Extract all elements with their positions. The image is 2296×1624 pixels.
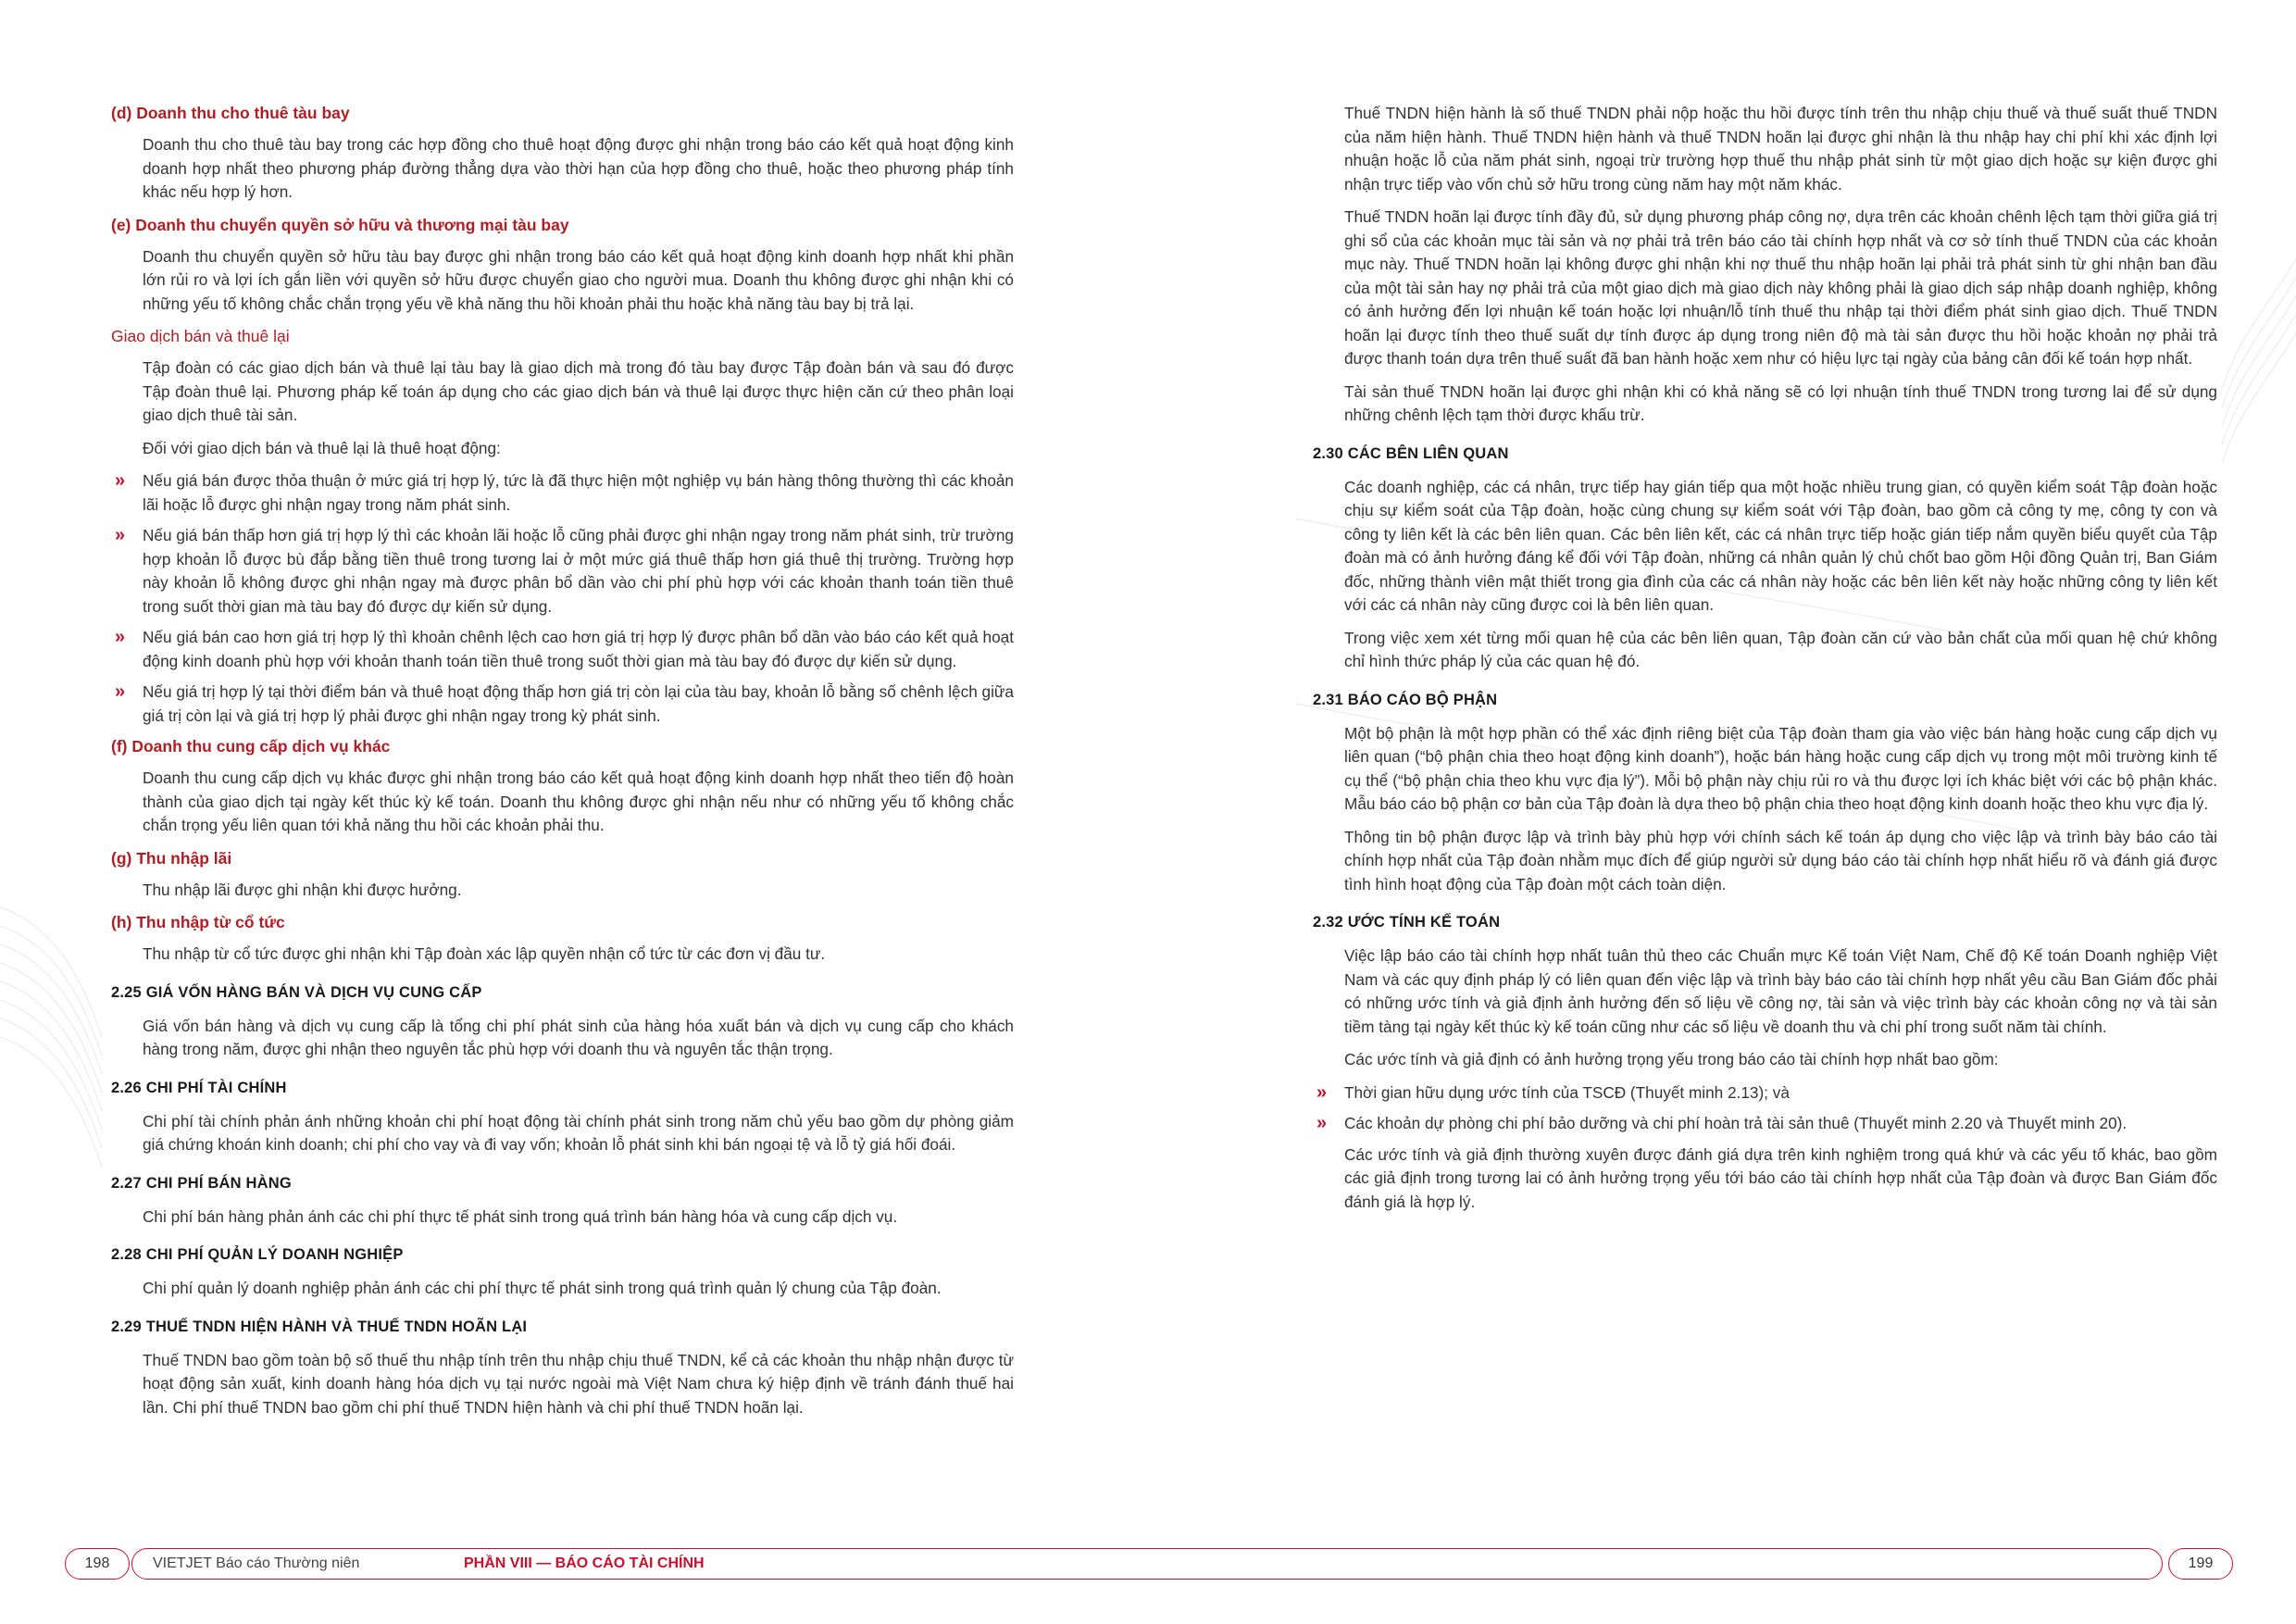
right-page-column	[1313, 102, 2217, 1223]
list-item	[111, 626, 1014, 673]
indented-block	[111, 356, 1014, 460]
paragraph: Các doanh nghiệp, các cá nhân, trực tiếp hay gián tiếp qua một hoặc nhiều trung gian, có quyền kiểm soát Tập đoàn hoặc chịu sự kiểm soát của Tập đoàn, hoặc cùng chung sự kiểm soát với Tập đoàn, bao gồm cả công ty mẹ, công ty con và công ty liên kết là các bên liên quan. Các bên liên kết, các cá nhân trực tiếp hoặc gián tiếp nắm quyền biểu quyết của Tập đoàn mà có ảnh hưởng đáng kể đối với Tập đoàn, những cá nhân quản lý chủ chốt bao gồm Hội đồng Quản trị, Ban Giám đốc, những thành viên mật thiết trong gia đình của các cá nhân này hoặc các bên liên kết này hoặc những công ty liên kết với các cá nhân này cũng được coi là bên liên quan.	[1344, 477, 2217, 614]
subsection-title-h: (h) Thu nhập từ cổ tức	[111, 913, 285, 931]
list-item-text: Nếu giá bán thấp hơn giá trị hợp lý thì các khoản lãi hoặc lỗ cũng phải được ghi nhận ngay trong năm phát sinh, trừ trường hợp khoản lỗ được bù đắp bằng tiền thuê trong tương lai ở một mức giá thuê thấp hơn giá thuê thị trường. Trường hợp này khoản lỗ không được ghi nhận ngay mà được phân bổ dần vào chi phí phù hợp với các khoản thanh toán tiền thuê trong suốt thời gian mà tàu bay đó được dự kiến sử dụng.	[143, 526, 1014, 616]
indented-block	[111, 1206, 1014, 1230]
list-item	[111, 681, 1014, 728]
paragraph: Đối với giao dịch bán và thuê lại là thuê hoạt động:	[143, 438, 501, 457]
indented-block	[1313, 944, 2217, 1072]
paragraph: Trong việc xem xét từng mối quan hệ của các bên liên quan, Tập đoàn căn cứ vào bản chất của mối quan hệ chứ không chỉ hình thức pháp lý của các quan hệ đó.	[1344, 628, 2217, 670]
paragraph: Thuế TNDN hoãn lại được tính đầy đủ, sử dụng phương pháp công nợ, dựa trên các khoản chênh lệch tạm thời giữa giá trị ghi sổ của các khoản mục tài sản và nợ phải trả trên báo cáo tài chính hợp nhất và cơ sở tính thuế TNDN của các khoản mục này. Thuế TNDN hoãn lại không được ghi nhận khi nợ thuế thu nhập hoãn lại phải trả phát sinh từ ghi nhận ban đầu của một tài sản hay nợ phải trả của một giao dịch mà giao dịch này không phải là giao dịch sáp nhập doanh nghiệp, không có ảnh hưởng đến lợi nhuận kế toán hoặc lợi nhuận/lỗ tính thuế thu nhập tại thời điểm phát sinh giao dịch. Thuế TNDN hoãn lại được tính theo thuế suất dự tính được áp dụng trong niên độ mà tài sản được thu hồi hoặc khoản nợ phải trả được thanh toán dựa trên thuế suất đã ban hành hoặc xem như có hiệu lực tại ngày của bảng cân đối kế toán hợp nhất.	[1344, 207, 2217, 368]
paragraph: Chi phí bán hàng phản ánh các chi phí thực tế phát sinh trong quá trình bán hàng hóa và cung cấp dịch vụ.	[143, 1206, 898, 1226]
paragraph: Các ước tính và giả định có ảnh hưởng trọng yếu trong báo cáo tài chính hợp nhất bao gồm:	[1344, 1050, 1999, 1068]
paragraph: Tài sản thuế TNDN hoãn lại được ghi nhận khi có khả năng sẽ có lợi nhuận tính thuế TNDN trong tương lai để sử dụng những chênh lệch tạm thời được khấu trừ.	[1344, 381, 2217, 424]
double-chevron-right-icon: »	[115, 470, 126, 491]
subsection-title-e: (e) Doanh thu chuyển quyền sở hữu và thương mại tàu bay	[111, 215, 569, 234]
indented-block	[1313, 722, 2217, 897]
list-item-text: Thời gian hữu dụng ước tính của TSCĐ (Thuyết minh 2.13); và	[1344, 1082, 1790, 1102]
subsection-title-d: (d) Doanh thu cho thuê tàu bay	[111, 104, 350, 122]
indented-block	[111, 879, 1014, 903]
section-title-2-25: 2.25 GIÁ VỐN HÀNG BÁN VÀ DỊCH VỤ CUNG CẤP	[111, 983, 482, 1001]
paragraph: Chi phí tài chính phản ánh những khoản chi phí hoạt động tài chính phát sinh trong năm chủ yếu bao gồm dự phòng giảm giá chứng khoán kinh doanh; chi phí cho vay và đi vay vốn; khoản lỗ phát sinh khi bán ngoại tệ và lỗ tỷ giá hối đoái.	[143, 1111, 1014, 1154]
list-item-text: Các khoản dự phòng chi phí bảo dưỡng và chi phí hoàn trả tài sản thuê (Thuyết minh 2.20 và Thuyết minh 20).	[1344, 1114, 2128, 1132]
list-item-text: Nếu giá bán được thỏa thuận ở mức giá trị hợp lý, tức là đã thực hiện một nghiệp vụ bán hàng thông thường thì các khoản lãi hoặc lỗ được ghi nhận ngay trong năm phát sinh.	[143, 471, 1014, 514]
double-chevron-right-icon: »	[1316, 1113, 1328, 1133]
list-item	[111, 469, 1014, 517]
paragraph: Doanh thu cung cấp dịch vụ khác được ghi nhận trong báo cáo kết quả hoạt động kinh doanh hợp nhất theo tiến độ hoàn thành của giao dịch tại ngày kết thúc kỳ kế toán. Doanh thu không được ghi nhận nếu như có những yếu tố không chắc chắn trọng yếu liên quan tới khả năng thu hồi các khoản phải thu.	[143, 768, 1014, 834]
section-title-2-28: 2.28 CHI PHÍ QUẢN LÝ DOANH NGHIỆP	[111, 1246, 404, 1263]
list-item	[111, 524, 1014, 618]
section-title-2-31: 2.31 BÁO CÁO BỘ PHẬN	[1313, 691, 1498, 708]
indented-block	[1313, 476, 2217, 674]
subsection-title-f: (f) Doanh thu cung cấp dịch vụ khác	[111, 737, 391, 756]
subsection-title-sale-leaseback: Giao dịch bán và thuê lại	[111, 327, 290, 345]
subsection-title-g: (g) Thu nhập lãi	[111, 848, 232, 868]
paragraph: Doanh thu cho thuê tàu bay trong các hợp đồng cho thuê hoạt động được ghi nhận trong báo cáo kết quả hoạt động kinh doanh hợp nhất theo phương pháp đường thẳng dựa vào thời hạn của hợp đồng cho thuê, hoặc theo phương pháp tính khác nếu hợp lý hơn.	[143, 135, 1014, 201]
paragraph: Thông tin bộ phận được lập và trình bày phù hợp với chính sách kế toán áp dụng cho việc lập và trình bày báo cáo tài chính hợp nhất của Tập đoàn nhằm mục đích để giúp người sử dụng báo cáo tài chính hợp nhất hiểu rõ và đánh giá được tình hình hoạt động của Tập đoàn một cách toàn diện.	[1344, 827, 2217, 893]
indented-block	[111, 1110, 1014, 1157]
indented-block	[111, 767, 1014, 838]
paragraph: Doanh thu chuyển quyền sở hữu tàu bay được ghi nhận trong báo cáo kết quả hoạt động kinh doanh hợp nhất khi phần lớn rủi ro và lợi ích gắn liền với quyền sở hữu được chuyển giao cho người mua. Doanh thu không được ghi nhận khi có những yếu tố không chắc chắn trọng yếu về khả năng thu hồi khoản phải thu hoặc khả năng tàu bay bị trả lại.	[143, 246, 1014, 313]
left-page-column	[111, 102, 1014, 1429]
report-brand-label: VIETJET Báo cáo Thường niên	[153, 1555, 360, 1571]
indented-block	[1313, 1143, 2217, 1215]
section-title-2-29: 2.29 THUẾ TNDN HIỆN HÀNH VÀ THUẾ TNDN HOÃN LẠI	[111, 1318, 528, 1335]
sale-leaseback-bullet-list	[111, 469, 1014, 728]
paragraph: Thuế TNDN bao gồm toàn bộ số thuế thu nhập tính trên thu nhập chịu thuế TNDN, kể cả các khoản thu nhập nhận được từ hoạt động sản xuất, kinh doanh hàng hóa dịch vụ tại nước ngoài mà Việt Nam chưa ký hiệp định về tránh đánh thuế hai lần. Chi phí thuế TNDN bao gồm chi phí thuế TNDN hiện hành và chi phí thuế TNDN hoãn lại.	[143, 1350, 1014, 1417]
indented-block	[111, 1015, 1014, 1062]
list-item	[1313, 1081, 2217, 1106]
estimates-bullet-list	[1313, 1081, 2217, 1136]
paragraph: Giá vốn bán hàng và dịch vụ cung cấp là tổng chi phí phát sinh của hàng hóa xuất bán và dịch vụ cung cấp cho khách hàng trong năm, được ghi nhận theo nguyên tắc phù hợp với doanh thu và nguyên tắc thận trọng.	[143, 1016, 1014, 1058]
page-footer	[65, 1548, 2231, 1581]
section-title-2-27: 2.27 CHI PHÍ BÁN HÀNG	[111, 1174, 292, 1192]
paragraph: Một bộ phận là một hợp phần có thể xác định riêng biệt của Tập đoàn tham gia vào việc bán hàng hoặc cung cấp dịch vụ liên quan (“bộ phận chia theo hoạt động kinh doanh”), hoặc bán hàng hoặc cung cấp dịch vụ trong một môi trường kinh tế cụ thể (“bộ phận chia theo khu vực địa lý”). Mỗi bộ phận này chịu rủi ro và thu được lợi ích khác biệt với các bộ phận khác. Mẫu báo cáo bộ phận cơ bản của Tập đoàn là dựa theo bộ phận chia theo hoạt động kinh doanh hoặc theo khu vực địa lý.	[1344, 723, 2217, 813]
paragraph: Thu nhập lãi được ghi nhận khi được hưởng.	[143, 880, 462, 899]
list-item-text: Nếu giá trị hợp lý tại thời điểm bán và thuê hoạt động thấp hơn giá trị còn lại của tàu bay, khoản lỗ bằng số chênh lệch giữa giá trị còn lại và giá trị hợp lý phải được ghi nhận ngay trong kỳ phát sinh.	[143, 682, 1014, 725]
section-title-2-30: 2.30 CÁC BÊN LIÊN QUAN	[1313, 444, 1509, 462]
paragraph: Tập đoàn có các giao dịch bán và thuê lại tàu bay là giao dịch mà trong đó tàu bay được Tập đoàn bán và sau đó được Tập đoàn thuê lại. Phương pháp kế toán áp dụng cho các giao dịch bán và thuê lại được thực hiện căn cứ theo phân loại giao dịch thuê tài sản.	[143, 358, 1014, 424]
indented-block	[111, 1277, 1014, 1301]
indented-block	[1313, 102, 2217, 428]
indented-block	[111, 245, 1014, 317]
double-chevron-right-icon: »	[115, 525, 126, 545]
paragraph: Các ước tính và giả định thường xuyên được đánh giá dựa trên kinh nghiệm trong quá khứ và các yếu tố khác, bao gồm các giả định trong tương lai có ảnh hưởng trọng yếu tới báo cáo tài chính hợp nhất của Tập đoàn và được Ban Giám đốc đánh giá là hợp lý.	[1344, 1144, 2217, 1211]
double-chevron-right-icon: »	[1316, 1081, 1328, 1103]
indented-block	[111, 1349, 1014, 1420]
page-number-right: 199	[2168, 1548, 2233, 1580]
paragraph: Chi phí quản lý doanh nghiệp phản ánh các chi phí thực tế phát sinh trong quá trình quản lý chung của Tập đoàn.	[143, 1279, 942, 1297]
list-item-text: Nếu giá bán cao hơn giá trị hợp lý thì khoản chênh lệch cao hơn giá trị hợp lý được phân bổ dần vào báo cáo kết quả hoạt động kinh doanh phù hợp với khoản thanh toán tiền thuê trong suốt thời gian mà tàu bay đó được dự kiến sử dụng.	[143, 628, 1014, 670]
page-number-left: 198	[65, 1548, 130, 1580]
report-part-label: PHẦN VIII — BÁO CÁO TÀI CHÍNH	[464, 1555, 705, 1571]
indented-block	[111, 133, 1014, 205]
double-chevron-right-icon: »	[115, 627, 126, 647]
paragraph: Thu nhập từ cổ tức được ghi nhận khi Tập đoàn xác lập quyền nhận cổ tức từ các đơn vị đầu tư.	[143, 944, 826, 963]
paragraph: Việc lập báo cáo tài chính hợp nhất tuân thủ theo các Chuẩn mực Kế toán Việt Nam, Chế độ Kế toán Doanh nghiệp Việt Nam và các quy định pháp lý có liên quan đến việc lập và trình bày báo cáo tài chính hợp nhất yêu cầu Ban Giám đốc phải có những ước tính và giả định ảnh hưởng đến số liệu về công nợ, tài sản và việc trình bày các khoản công nợ và tài sản tiềm tàng tại ngày kết thúc kỳ kế toán cũng như các số liệu về doanh thu và chi phí trong suốt năm tài chính.	[1344, 946, 2217, 1036]
list-item	[1313, 1112, 2217, 1136]
section-title-2-32: 2.32 ƯỚC TÍNH KẾ TOÁN	[1313, 914, 1501, 931]
double-chevron-right-icon: »	[115, 681, 126, 702]
paragraph: Thuế TNDN hiện hành là số thuế TNDN phải nộp hoặc thu hồi được tính trên thu nhập chịu thuế và thuế suất thuế TNDN của năm hiện hành. Thuế TNDN hiện hành và thuế TNDN hoãn lại được ghi nhận là thu nhập hay chi phí khi xác định lợi nhuận hoặc lỗ của năm phát sinh, ngoại trừ trường hợp thuế thu nhập phát sinh từ một giao dịch hoặc sự kiện được ghi nhận trực tiếp vào vốn chủ sở hữu trong cùng năm hay một năm khác.	[1344, 104, 2217, 194]
section-title-2-26: 2.26 CHI PHÍ TÀI CHÍNH	[111, 1079, 287, 1096]
indented-block	[111, 943, 1014, 967]
footer-bar	[131, 1548, 2163, 1580]
